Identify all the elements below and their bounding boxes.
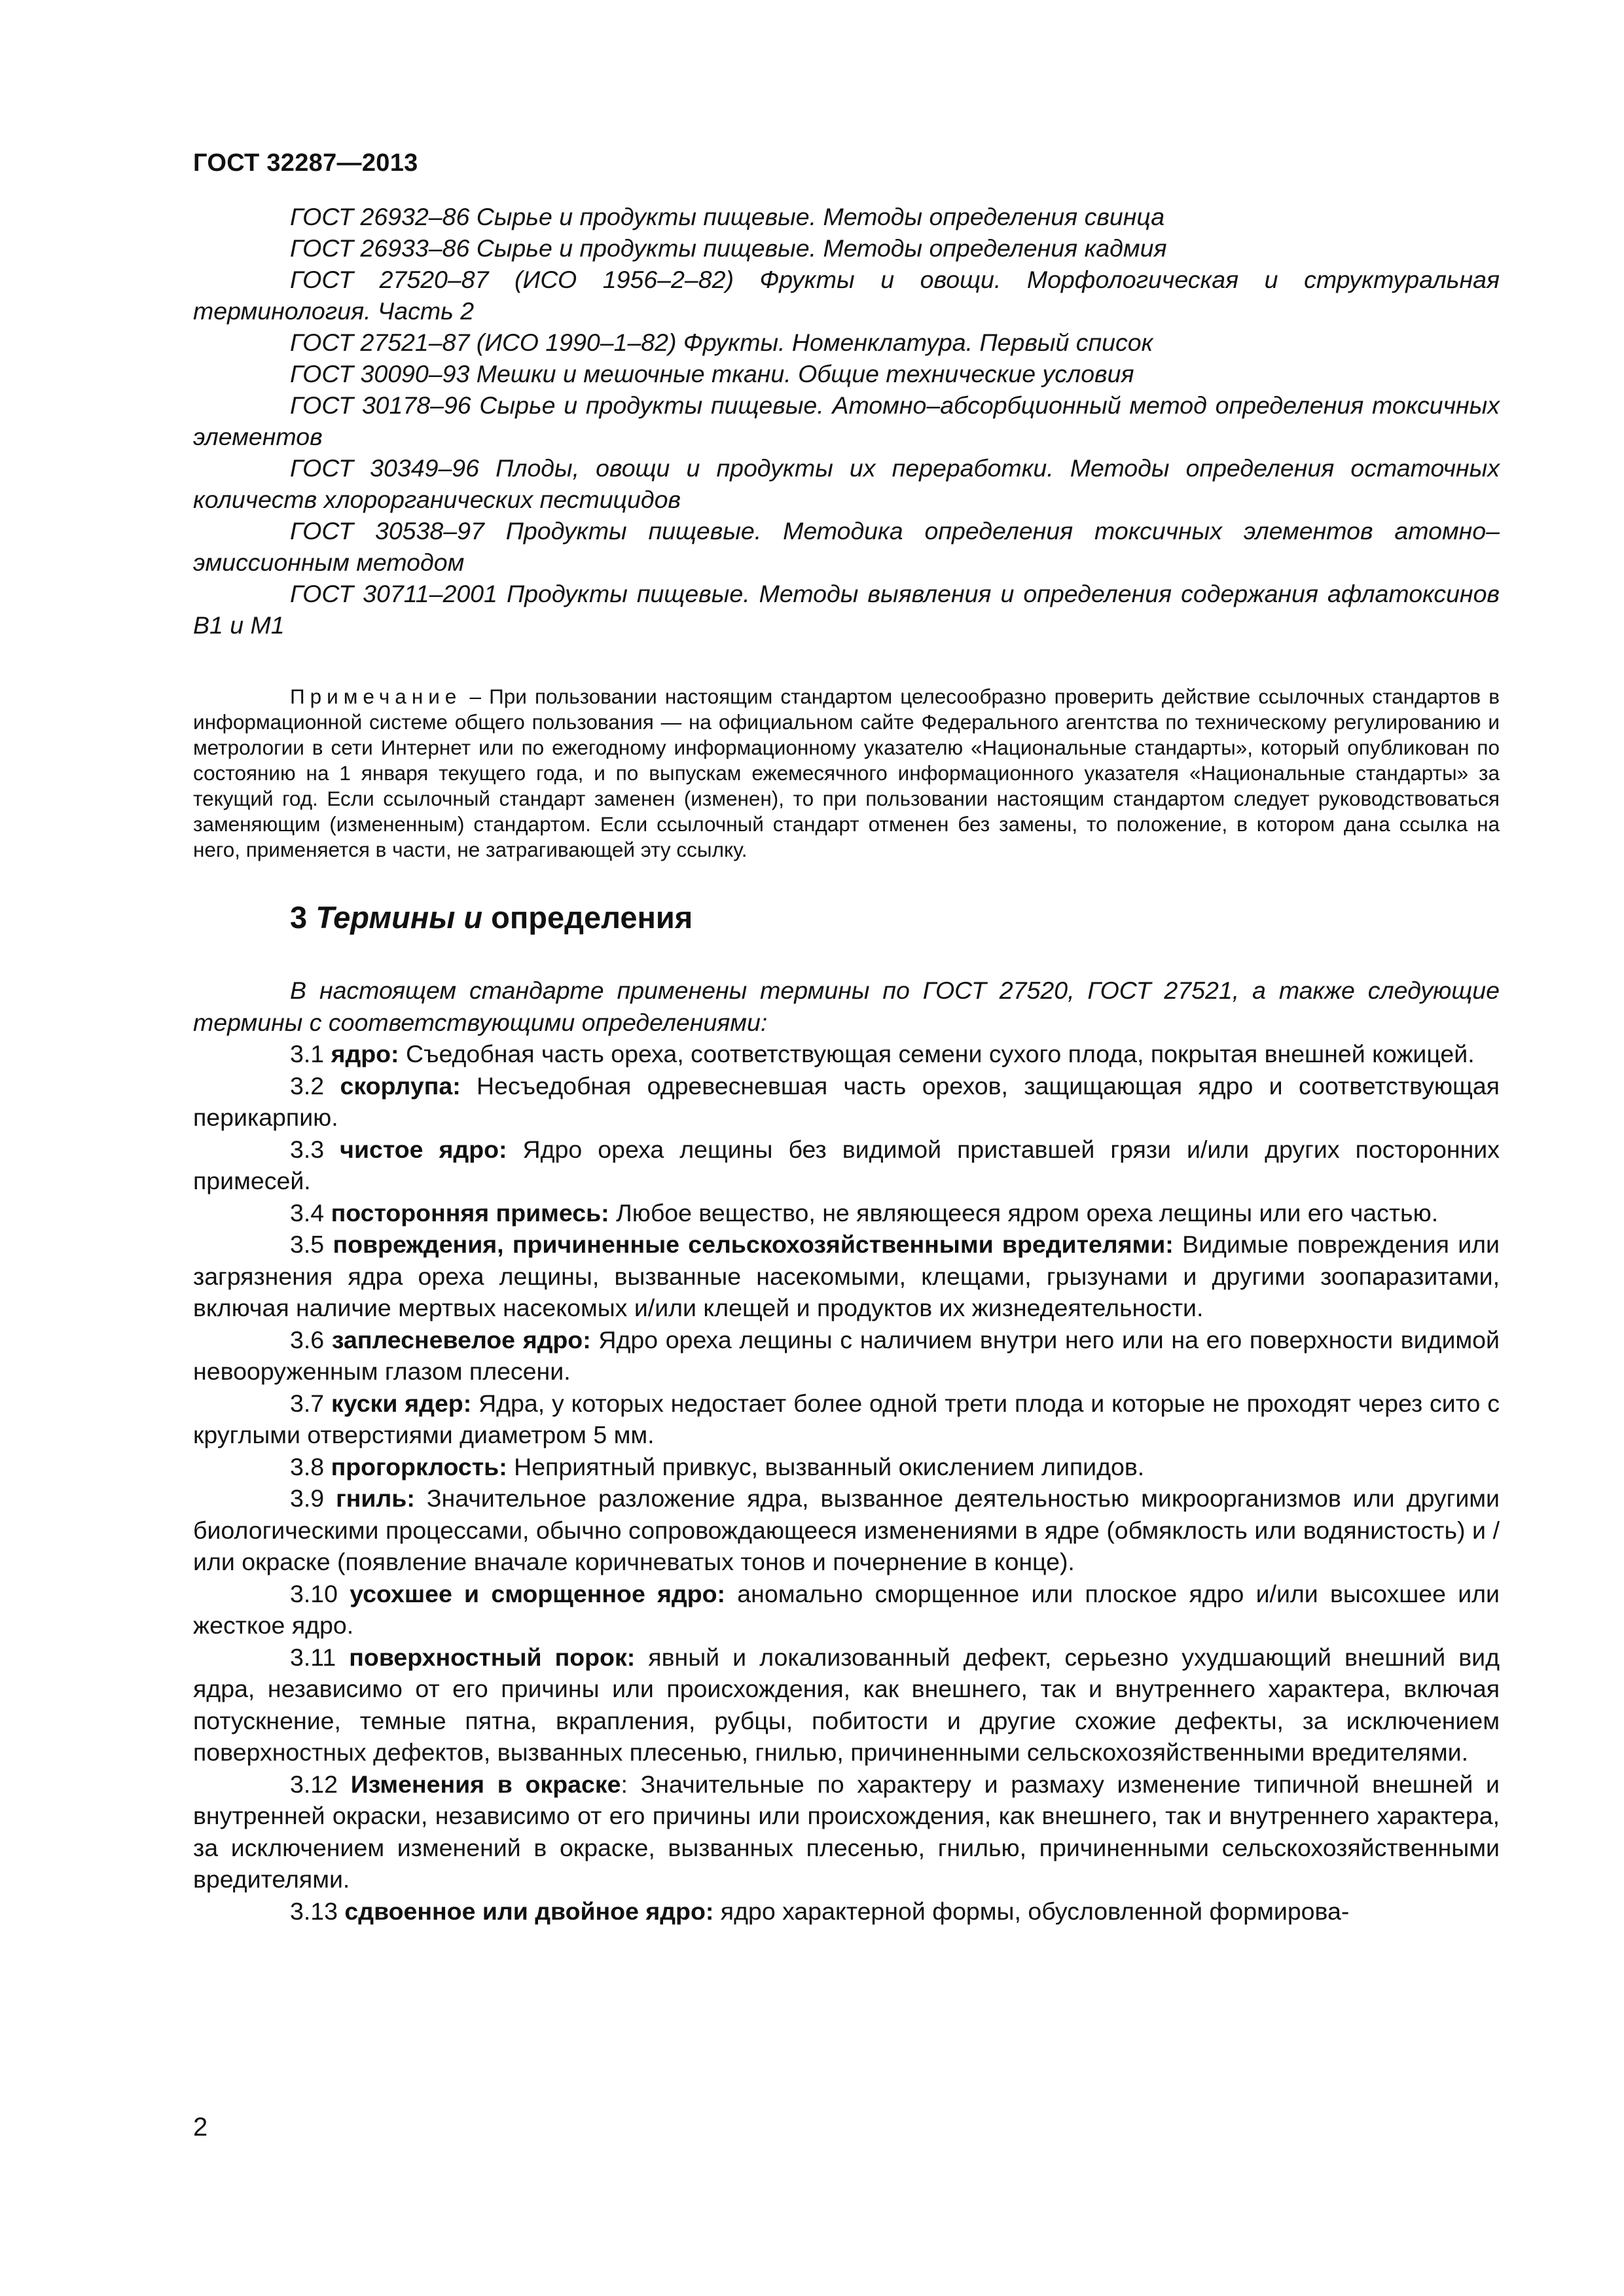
- section-title: [290, 899, 1500, 935]
- term-number: 3.8: [290, 1452, 331, 1480]
- normative-references: [193, 201, 1500, 641]
- reference-item: ГОСТ 30538–97 Продукты пищевые. Методика определения токсичных элементов атомно–эмиссионным методом: [193, 517, 1500, 576]
- term-number: 3.6: [290, 1325, 332, 1354]
- term-number: 3.3: [290, 1135, 340, 1163]
- term-text: Значительное разложение ядра, вызванное деятельностью микроорганизмов или другими биологическими процессами, обычно сопровождающееся изменениями в ядре (обмяклость или водянистость) и /или окраске (появление вначале коричневатых тонов и почернение в конце).: [193, 1484, 1500, 1575]
- term-text: явный и локализованный дефект, серьезно ухудшающий внешний вид ядра, независимо от его причины или происхождения, как внешнего, так и внутреннего характера, включая потускнение, темные пятна, вкрапления, рубцы, побитости и другие схожие дефекты, за исключением поверхностных дефектов, вызванных плесенью, гнилью, причиненными сельскохозяйственными вредителями.: [193, 1643, 1500, 1766]
- term-name: поверхностный порок:: [349, 1643, 636, 1671]
- term-definition: [193, 1482, 1500, 1578]
- term-definition: [193, 1324, 1500, 1388]
- term-definition: [193, 1641, 1500, 1768]
- term-name: гниль:: [336, 1484, 415, 1512]
- term-name: посторонняя примесь:: [331, 1198, 609, 1227]
- term-text: Неприятный привкус, вызванный окислением липидов.: [507, 1452, 1145, 1480]
- term-text: ядро характерной формы, обусловленной формирова-: [713, 1897, 1350, 1925]
- term-definition: [193, 1038, 1500, 1070]
- term-definition: [193, 1578, 1500, 1641]
- section-title-rest: определения: [482, 900, 693, 935]
- terms-list: [193, 975, 1500, 1927]
- term-name: сдвоенное или двойное ядро:: [344, 1897, 714, 1925]
- reference-item: ГОСТ 30349–96 Плоды, овощи и продукты их переработки. Методы определения остаточных количеств хлорорганических пестицидов: [193, 454, 1500, 513]
- section-title-italic: Термины и: [316, 900, 483, 935]
- term-name: заплесневелое ядро:: [331, 1325, 591, 1354]
- term-text: Видимые повреждения или загрязнения ядра ореха лещины, вызванные насекомыми, клещами, грызунами и другими зоопаразитами, включая наличие мертвых насекомых и/или клещей и продуктов их жизнедеятельности.: [193, 1230, 1500, 1321]
- reference-item: ГОСТ 26933–86 Сырье и продукты пищевые. Методы определения кадмия: [290, 234, 1167, 262]
- term-number: 3.5: [290, 1230, 333, 1258]
- term-definition: [193, 1070, 1500, 1134]
- term-definition: [193, 1895, 1500, 1928]
- term-definition: [193, 1451, 1500, 1483]
- term-name: чистое ядро:: [340, 1135, 507, 1163]
- term-text: аномально сморщенное или плоское ядро и/или высохшее или жесткое ядро.: [193, 1579, 1500, 1639]
- term-number: 3.13: [290, 1897, 345, 1925]
- term-number: 3.4: [290, 1198, 331, 1227]
- term-name: повреждения, причиненные сельскохозяйственными вредителями:: [333, 1230, 1174, 1258]
- note-label: Примечание: [290, 685, 462, 708]
- reference-item: ГОСТ 27520–87 (ИСО 1956–2–82) Фрукты и овощи. Морфологическая и структуральная терминология. Часть 2: [193, 266, 1500, 325]
- terms-intro: В настоящем стандарте применены термины по ГОСТ 27520, ГОСТ 27521, а также следующие термины с соответствующими определениями:: [193, 977, 1500, 1036]
- section-number: 3: [290, 900, 316, 935]
- term-number: 3.9: [290, 1484, 336, 1512]
- reference-item: ГОСТ 30090–93 Мешки и мешочные ткани. Общие технические условия: [290, 360, 1134, 387]
- term-name: скорлупа:: [340, 1071, 461, 1100]
- term-name: ядро:: [331, 1040, 399, 1067]
- term-name: прогорклость:: [331, 1452, 507, 1480]
- term-definition: [193, 1229, 1500, 1324]
- term-text: Ядро ореха лещины с наличием внутри него или на его поверхности видимой невооруженным глазом плесени.: [193, 1325, 1500, 1385]
- term-text: Ядро ореха лещины без видимой приставшей грязи и/или других посторонних примесей.: [193, 1135, 1500, 1194]
- term-definition: [193, 1134, 1500, 1197]
- term-name: Изменения в окраске: [350, 1770, 621, 1798]
- term-name: куски ядер:: [331, 1389, 472, 1417]
- reference-item: ГОСТ 27521–87 (ИСО 1990–1–82) Фрукты. Номенклатура. Первый список: [290, 329, 1153, 356]
- term-text: Любое вещество, не являющееся ядром ореха лещины или его частью.: [609, 1198, 1439, 1227]
- term-number: 3.12: [290, 1770, 351, 1798]
- term-definition: [193, 1197, 1500, 1229]
- term-number: 3.11: [290, 1643, 350, 1671]
- reference-item: ГОСТ 30711–2001 Продукты пищевые. Методы выявления и определения содержания афлатоксинов В1 и М1: [193, 580, 1500, 639]
- term-number: 3.2: [290, 1071, 340, 1100]
- term-text: : Значительные по характеру и размаху изменение типичной внешней и внутренней окраски, независимо от его причины или происхождения, как внешнего, так и внутреннего характера, за исключением изменений в окраске, вызванных плесенью, гнилью, причиненными сельскохозяйственными вредителями.: [193, 1770, 1500, 1893]
- term-text: Ядра, у которых недостает более одной трети плода и которые не проходят через сито с круглыми отверстиями диаметром 5 мм.: [193, 1389, 1500, 1448]
- term-name: усохшее и сморщенное ядро:: [350, 1579, 726, 1607]
- term-definition: [193, 1768, 1500, 1895]
- reference-item: ГОСТ 30178–96 Сырье и продукты пищевые. Атомно–абсорбционный метод определения токсичных элементов: [193, 391, 1500, 450]
- term-number: 3.10: [290, 1579, 350, 1607]
- standard-header: ГОСТ 32287—2013: [193, 149, 418, 177]
- term-number: 3.1: [290, 1040, 331, 1067]
- term-number: 3.7: [290, 1389, 332, 1417]
- reference-item: ГОСТ 26932–86 Сырье и продукты пищевые. Методы определения свинца: [290, 203, 1165, 230]
- term-text: Съедобная часть ореха, соответствующая семени сухого плода, покрытая внешней кожицей.: [399, 1040, 1475, 1067]
- note-paragraph: [193, 684, 1500, 863]
- term-definition: [193, 1388, 1500, 1451]
- note-text: – При пользовании настоящим стандартом целесообразно проверить действие ссылочных стандартов в информационной системе общего пользования — на официальном сайте Федерального агентства по техническому регулированию и метрологии в сети Интернет или по ежегодному информационному указателю «Национальные стандарты», который опубликован по состоянию на 1 января текущего года, и по выпускам ежемесячного информационного указателя «Национальные стандарты» за текущий год. Если ссылочный стандарт заменен (изменен), то при пользовании настоящим стандартом следует руководствоваться заменяющим (измененным) стандартом. Если ссылочный стандарт отменен без замены, то положение, в котором дана ссылка на него, применяется в части, не затрагивающей эту ссылку.: [193, 685, 1500, 861]
- page-number: 2: [193, 2113, 208, 2142]
- term-text: Несъедобная одревесневшая часть орехов, защищающая ядро и соответствующая перикарпию.: [193, 1071, 1500, 1131]
